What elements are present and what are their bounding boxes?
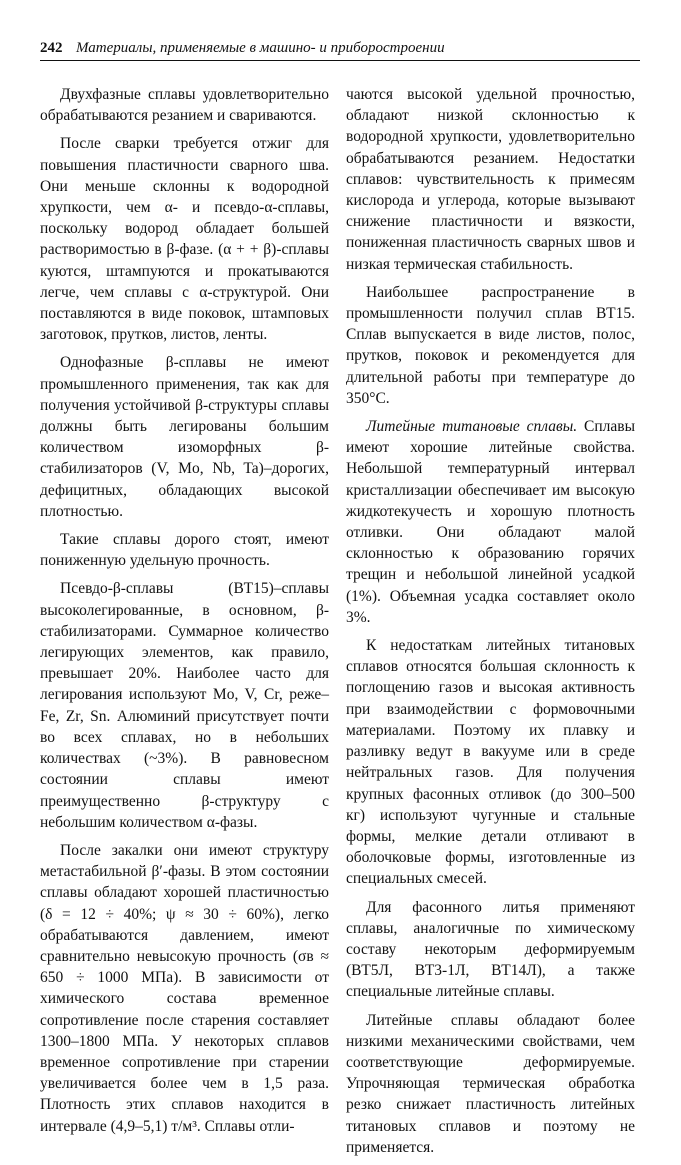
paragraph: Наибольшее распространение в промышленности получил сплав ВТ15. Сплав выпускается в виде листов, полос, прутков, поковок и рекомендуется для длительной работы при температуре до 350°С.: [346, 283, 635, 407]
paragraph-continuation: чаются высокой удельной прочностью, обладают низкой склонностью к водородной хрупкости, удовлетворительно обрабатываются резанием. Недостатки сплавов: чувствительность к примесям кислорода и углерода, которые вызывают снижение пластичности и вязкости, пониженная пластичность сварных швов и низкая термическая стабильность.: [346, 86, 635, 273]
page-header: [40, 38, 640, 61]
paragraph: Такие сплавы дорого стоят, имеют пониженную удельную прочность.: [40, 531, 329, 570]
paragraph: Литейные сплавы обладают более низкими механическими свойствами, чем соответствующие деформируемые. Упрочняющая термическая обработка резко снижает пластичность литейных титановых сплавов и поэтому не применяется.: [346, 1011, 635, 1156]
left-column: [40, 84, 329, 1144]
paragraph: Псевдо-β-сплавы (ВТ15)–сплавы высоколегированные, в основном, β-стабилизаторами. Суммарное количество легирующих элементов, как правило, превышает 20%. Наиболее часто для легирования используют Mo, V, Cr, реже–Fe, Zr, Sn. Алюминий присутствует почти во всех сплавах, но в небольших количествах (~3%). В равновесном состоянии сплавы имеют преимущественно β-структуру с небольшим количеством α-фазы.: [40, 580, 329, 831]
paragraph: К недостаткам литейных титановых сплавов относятся большая склонность к поглощению газов и высокая активность при взаимодействии с формовочными материалами. Поэтому их плавку и разливку ведут в вакууме или в среде нейтральных газов. Для получения крупных фасонных отливок (до 300–500 кг) используют чугунные и стальные формы, мелкие детали отливают в оболочковые формы, изготовленные из специальных смесей.: [346, 637, 635, 888]
paragraph: Для фасонного литья применяют сплавы, аналогичные по химическому составу некоторым деформируемым (ВТ5Л, ВТ3-1Л, ВТ14Л), а также специальные литейные сплавы.: [346, 898, 635, 1001]
paragraph: После закалки они имеют структуру метастабильной β′-фазы. В этом состоянии сплавы обладают хорошей пластичностью (δ = 12 ÷ 40%; ψ ≈ 30 ÷ 60%), легко обрабатываются давлением, имеют сравнительно невысокую прочность (σв ≈ 650 ÷ 1000 МПа). В зависимости от химического состава временное сопротивление после старения составляет 1300–1800 МПа. У некоторых сплавов временное сопротивление при старении увеличивается более чем в 1,5 раза. Плотность этих сплавов находится в интервале (4,9–5,1) т/м³. Сплавы отли-: [40, 841, 329, 1135]
paragraph: Двухфазные сплавы удовлетворительно обрабатываются резанием и свариваются.: [40, 86, 329, 125]
paragraph: Однофазные β-сплавы не имеют промышленного применения, так как для получения устойчивой β-структуры сплавы должны быть легированы большим количеством изоморфных β-стабилизаторов (V, Mo, Nb, Ta)–дорогих, дефицитных, обладающих высокой плотностью.: [40, 354, 329, 520]
paragraph: После сварки требуется отжиг для повышения пластичности сварного шва. Они меньше склонны к водородной хрупкости, чем α- и псевдо-α-сплавы, поскольку водород обладает большей растворимостью в β-фазе. (α + + β)-сплавы куются, штампуются и прокатываются легче, чем сплавы с α-структурой. Они поставляются в виде поковок, штамповых заготовок, прутков, листов, ленты.: [40, 135, 329, 344]
running-title: Материалы, применяемые в машино- и приборостроении: [76, 40, 445, 56]
right-column: [346, 84, 635, 1165]
paragraph-cast-alloys: [346, 416, 635, 628]
section-lead-heading: Литейные титановые сплавы.: [366, 418, 578, 436]
page-number: 242: [40, 40, 63, 56]
section-lead-text: Сплавы имеют хорошие литейные свойства. Небольшой температурный интервал кристаллизации обеспечивает им высокую жидкотекучесть и хорошую плотность отливки. Они обладают малой склонностью к образованию горячих трещин и небольшой линейной усадкой (1%). Объемная усадка составляет около 3%.: [346, 418, 636, 626]
